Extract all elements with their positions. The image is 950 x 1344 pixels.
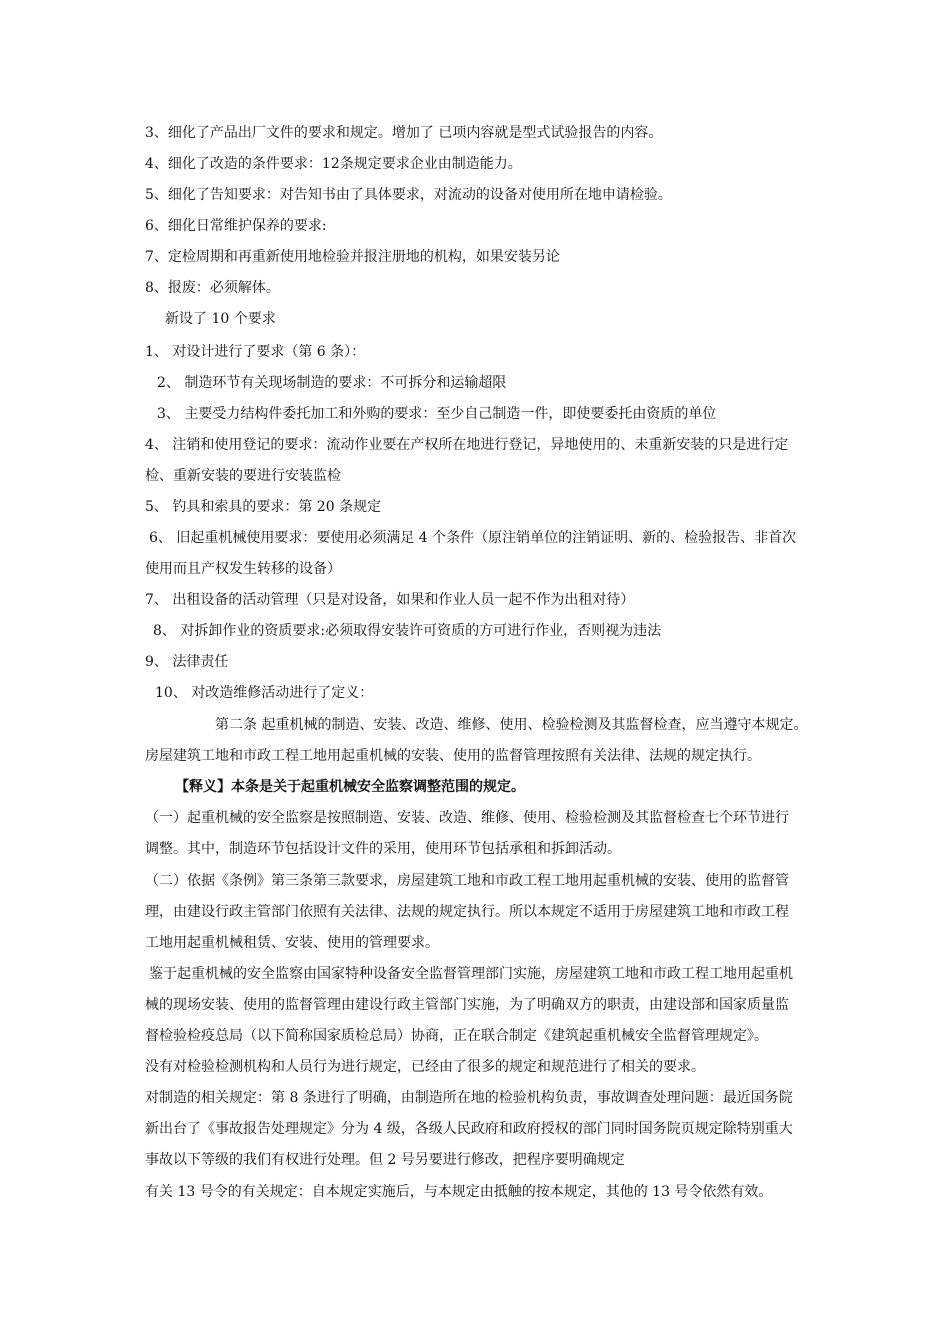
text-line: 7、定检周期和再重新使用地检验并报注册地的机构，如果安装另论 xyxy=(145,249,560,265)
text-line: 鉴于起重机械的安全监察由国家特种设备安全监督管理部门实施，房屋建筑工地和市政工程工地用起重机 xyxy=(149,966,793,982)
text-line: 新出台了《事故报告处理规定》分为 4 级，各级人民政府和政府授权的部门同时国务院页规定除特别重大 xyxy=(145,1121,793,1137)
text-line: 2、 制造环节有关现场制造的要求：不可拆分和运输超限 xyxy=(157,375,507,391)
text-line: 第二条 起重机械的制造、安装、改造、维修、使用、检验检测及其监督检查，应当遵守本规定。 xyxy=(215,717,808,733)
text-line: 4、细化了改造的条件要求：12条规定要求企业由制造能力。 xyxy=(145,156,522,172)
text-line: 检、重新安装的要进行安装监检 xyxy=(145,468,341,484)
text-line: 4、 注销和使用登记的要求：流动作业要在产权所在地进行登记，异地使用的、未重新安装的只是进行定 xyxy=(145,437,789,453)
text-line: 6、 旧起重机械使用要求：要使用必须满足 4 个条件（原注销单位的注销证明、新的、检验报告、非首次 xyxy=(149,530,797,546)
text-line: 理，由建设行政主管部门依照有关法律、法规的规定执行。所以本规定不适用于房屋建筑工地和市政工程 xyxy=(145,904,789,920)
text-line: 7、 出租设备的活动管理（只是对设备，如果和作业人员一起不作为出租对待） xyxy=(145,592,635,608)
text-line: 9、 法律责任 xyxy=(145,654,229,670)
text-line: 械的现场安装、使用的监督管理由建设行政主管部门实施，为了明确双方的职责，由建设部和国家质量监 xyxy=(145,997,789,1013)
text-line: （一）起重机械的安全监察是按照制造、安装、改造、维修、使用、检验检测及其监督检查七个环节进行 xyxy=(145,810,789,826)
text-line: 8、报废：必须解体。 xyxy=(145,280,280,296)
text-line: 8、 对拆卸作业的资质要求:必须取得安装许可资质的方可进行作业，否则视为违法 xyxy=(153,623,662,639)
text-line: 督检验检疫总局（以下简称国家质检总局）协商，正在联合制定《建筑起重机械安全监督管理规定》。 xyxy=(145,1028,768,1044)
text-line: 没有对检验检测机构和人员行为进行规定，已经由了很多的规定和规范进行了相关的要求。 xyxy=(145,1059,705,1075)
text-line: 工地用起重机械租赁、安装、使用的管理要求。 xyxy=(145,935,439,951)
text-line: 10、 对改造维修活动进行了定义： xyxy=(155,685,374,701)
text-line: （二）依据《条例》第三条第三款要求，房屋建筑工地和市政工程工地用起重机械的安装、使用的监督管 xyxy=(145,873,789,889)
text-line: 1、 对设计进行了要求（第 6 条）： xyxy=(145,344,366,360)
text-line: 对制造的相关规定：第 8 条进行了明确，由制造所在地的检验机构负责，事故调查处理问题：最近国务院 xyxy=(145,1090,793,1106)
text-line: 新设了 10 个要求 xyxy=(165,311,276,327)
text-line: 6、细化日常维护保养的要求: xyxy=(145,218,327,234)
text-line: 调整。其中，制造环节包括设计文件的采用，使用环节包括承租和拆卸活动。 xyxy=(145,841,621,857)
text-line: 5、细化了告知要求：对告知书由了具体要求，对流动的设备对使用所在地申请检验。 xyxy=(145,187,672,203)
text-line: 3、细化了产品出厂文件的要求和规定。增加了 已项内容就是型式试验报告的内容。 xyxy=(145,125,663,141)
text-line: 3、 主要受力结构件委托加工和外购的要求：至少自己制造一件，即使要委托由资质的单位 xyxy=(157,406,717,422)
text-line: 房屋建筑工地和市政工程工地用起重机械的安装、使用的监督管理按照有关法律、法规的规定执行。 xyxy=(145,748,761,764)
text-line: 有关 13 号令的有关规定：自本规定实施后，与本规定由抵触的按本规定，其他的 13 号令依然有效。 xyxy=(145,1184,773,1200)
text-line: 5、 钓具和索具的要求：第 20 条规定 xyxy=(145,499,382,515)
text-line: 使用而且产权发生转移的设备） xyxy=(145,561,341,577)
text-line: 事故以下等级的我们有权进行处理。但 2 号另要进行修改，把程序要明确规定 xyxy=(145,1152,625,1168)
section-heading: 【释义】本条是关于起重机械安全监察调整范围的规定。 xyxy=(175,779,525,795)
